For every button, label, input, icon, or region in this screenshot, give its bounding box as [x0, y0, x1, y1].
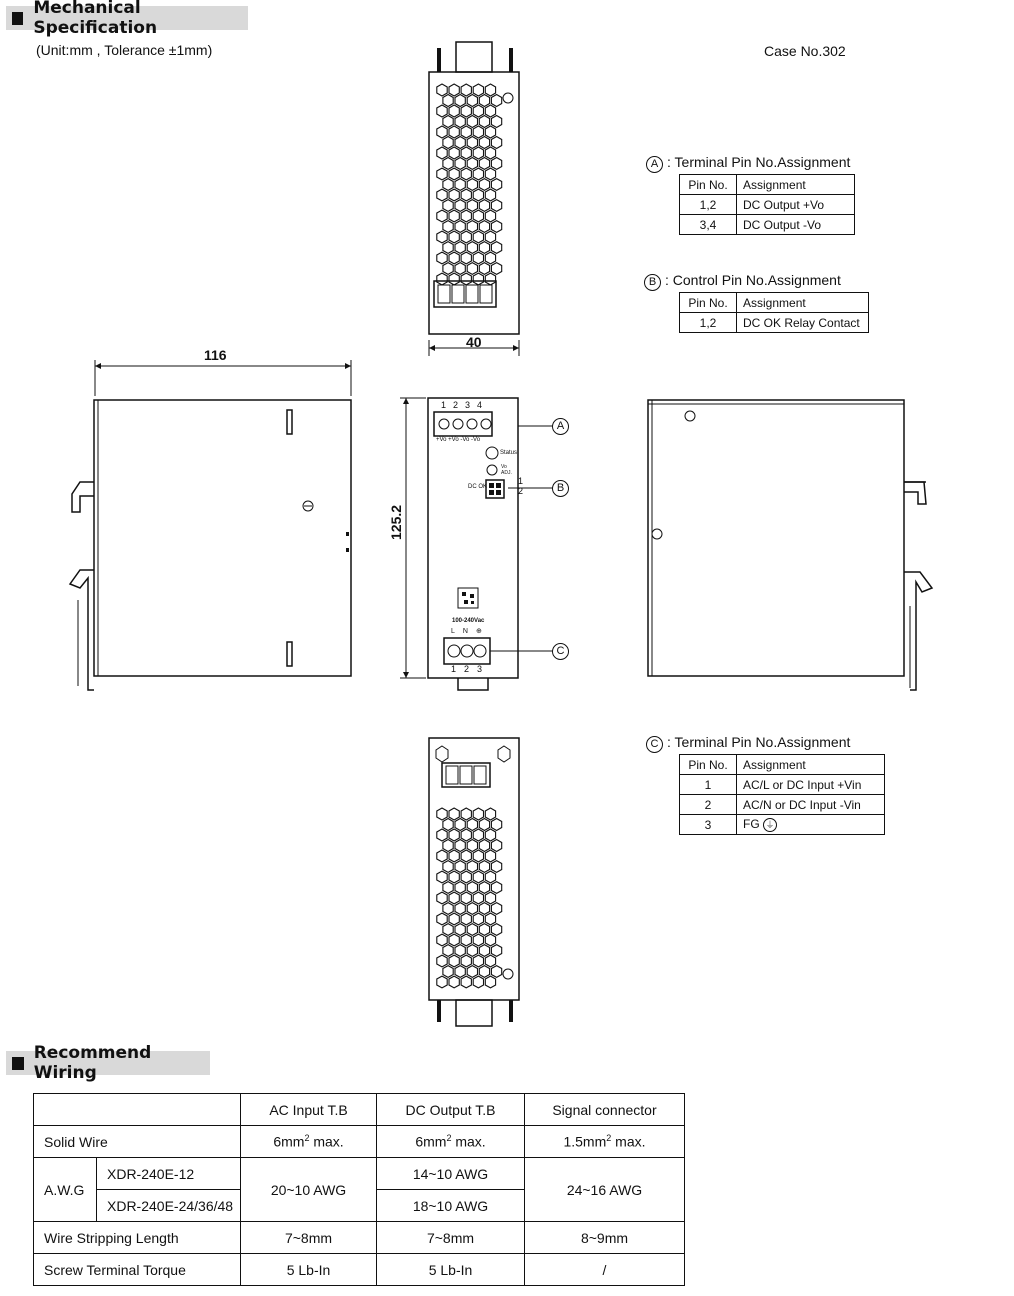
vent-hole: [461, 273, 471, 285]
vent-hole: [449, 105, 459, 117]
vent-hole: [467, 137, 477, 149]
vent-hole: [491, 966, 501, 978]
dc-ok-pin-1: 1: [518, 476, 524, 486]
vent-hole: [449, 808, 459, 820]
vent-hole: [479, 221, 489, 233]
vent-hole: [473, 126, 483, 138]
torque-ac: 5 Lb-In: [241, 1254, 377, 1286]
table-c-title: Terminal Pin No.Assignment: [674, 734, 851, 750]
vent-hole: [485, 168, 495, 180]
vent-hole: [443, 945, 453, 957]
bottom-view-drawing: [420, 730, 530, 1030]
vent-hole: [491, 882, 501, 894]
vent-hole: [467, 966, 477, 978]
vent-hole: [443, 179, 453, 191]
vent-hole: [461, 231, 471, 243]
marker-c-icon: C: [646, 736, 663, 753]
vent-hole: [467, 95, 477, 107]
table-c-row3-pin: 3: [680, 815, 737, 835]
table-c-header-pin: Pin No.: [680, 755, 737, 775]
vent-hole: [485, 189, 495, 201]
table-a-row1-assign: DC Output +Vo: [737, 195, 855, 215]
vent-hole: [443, 200, 453, 212]
vent-hole: [461, 189, 471, 201]
vent-hole: [443, 95, 453, 107]
vent-hole: [473, 871, 483, 883]
vent-hole: [437, 955, 447, 967]
vent-hole: [479, 840, 489, 852]
table-a: [679, 174, 855, 235]
table-a-header-assign: Assignment: [737, 175, 855, 195]
vent-hole: [449, 850, 459, 862]
vent-hole: [437, 913, 447, 925]
status-label: Status: [500, 450, 518, 456]
vent-hole: [449, 210, 459, 222]
vent-hole: [455, 945, 465, 957]
vent-hole: [461, 210, 471, 222]
vent-hole: [449, 231, 459, 243]
input-voltage-label: 100-240Vac: [452, 618, 485, 624]
vent-hole: [479, 819, 489, 831]
vent-hole: [473, 976, 483, 988]
vent-hole: [443, 903, 453, 915]
vent-hole: [443, 242, 453, 254]
vent-hole: [473, 850, 483, 862]
input-label-l: L: [451, 628, 463, 635]
vent-hole: [473, 168, 483, 180]
vent-hole: [437, 252, 447, 264]
table-c-row3-text: FG: [743, 817, 760, 831]
vent-hole: [467, 116, 477, 128]
vent-hole: [437, 126, 447, 138]
vent-hole: [443, 137, 453, 149]
vent-hole: [437, 871, 447, 883]
vent-hole: [449, 871, 459, 883]
table-c-row2-assign: AC/N or DC Input -Vin: [737, 795, 885, 815]
vent-hole: [485, 808, 495, 820]
vent-hole: [479, 945, 489, 957]
vent-hole: [473, 913, 483, 925]
vent-hole: [467, 903, 477, 915]
vent-hole: [473, 808, 483, 820]
vent-hole: [479, 242, 489, 254]
vent-hole: [467, 221, 477, 233]
vent-hole: [449, 84, 459, 96]
side-view-right-drawing: [640, 392, 940, 694]
vent-hole: [479, 966, 489, 978]
table-c-row1-pin: 1: [680, 775, 737, 795]
vent-hole: [455, 861, 465, 873]
solid-wire-dc-suffix: max.: [451, 1133, 486, 1150]
vent-hole: [467, 924, 477, 936]
callout-c-icon: C: [552, 643, 569, 660]
side-view-left-drawing: [60, 356, 360, 696]
vent-hole: [491, 137, 501, 149]
vent-hole: [485, 273, 495, 285]
wiring-header-ac: AC Input T.B: [241, 1094, 377, 1126]
wiring-header-blank: [34, 1094, 241, 1126]
vent-hole: [455, 221, 465, 233]
dc-ok-pins: [518, 476, 523, 496]
vent-hole: [449, 892, 459, 904]
vent-hole: [437, 273, 447, 285]
solid-wire-ac-suffix: max.: [309, 1133, 344, 1150]
marker-b-icon: B: [644, 274, 661, 291]
table-a-row2-assign: DC Output -Vo: [737, 215, 855, 235]
table-b-title: Control Pin No.Assignment: [672, 272, 841, 288]
table-a-heading: A : Terminal Pin No.Assignment: [646, 154, 850, 173]
vent-hole: [491, 116, 501, 128]
vent-hole: [455, 903, 465, 915]
vent-hole: [491, 861, 501, 873]
table-c-heading: C : Terminal Pin No.Assignment: [646, 734, 850, 753]
top-pin-labels: +Vo +Vo -Vo -Vo: [436, 437, 481, 443]
vent-hole: [491, 158, 501, 170]
stripping-signal: 8~9mm: [525, 1222, 685, 1254]
vent-hole: [455, 924, 465, 936]
vent-hole: [479, 882, 489, 894]
vent-hole: [467, 179, 477, 191]
top-view-drawing: [420, 38, 530, 358]
vent-hole: [437, 976, 447, 988]
vent-hole: [491, 819, 501, 831]
vent-hole: [455, 95, 465, 107]
recommend-wiring-header: [6, 1043, 210, 1083]
dim-height-label: 125.2: [388, 504, 404, 540]
stripping-ac: 7~8mm: [241, 1222, 377, 1254]
vent-hole: [461, 105, 471, 117]
vent-hole: [473, 189, 483, 201]
torque-signal: /: [525, 1254, 685, 1286]
vent-hole: [437, 829, 447, 841]
mechanical-spec-title: Mechanical Specification: [33, 0, 158, 38]
vent-hole: [491, 924, 501, 936]
table-b-header-assign: Assignment: [737, 293, 869, 313]
vent-hole: [479, 903, 489, 915]
bottom-pin-3: 3: [477, 664, 491, 674]
vent-hole: [491, 903, 501, 915]
vent-hole: [455, 137, 465, 149]
table-c-row1-assign: AC/L or DC Input +Vin: [737, 775, 885, 795]
callout-b-icon: B: [552, 480, 569, 497]
vent-hole: [455, 116, 465, 128]
vent-hole: [455, 179, 465, 191]
vent-hole: [461, 892, 471, 904]
vent-hole: [491, 263, 501, 275]
vent-hole: [461, 850, 471, 862]
vent-hole: [455, 882, 465, 894]
vent-hole: [455, 158, 465, 170]
vent-hole: [491, 179, 501, 191]
vent-hole: [473, 147, 483, 159]
solid-wire-sig-suffix: max.: [611, 1133, 646, 1150]
vent-hole: [467, 861, 477, 873]
awg-dc-2: 18~10 AWG: [377, 1190, 525, 1222]
dc-ok-pin-2: 2: [518, 486, 524, 496]
top-pin-4: 4: [477, 400, 490, 410]
top-pin-numbers: [441, 400, 489, 410]
dim-depth-label: 40: [466, 334, 482, 350]
vent-hole: [473, 210, 483, 222]
vent-hole: [485, 231, 495, 243]
top-pin-2: 2: [453, 400, 466, 410]
awg-label: A.W.G: [34, 1158, 97, 1222]
vent-hole: [491, 95, 501, 107]
table-a-row1-pin: 1,2: [680, 195, 737, 215]
vent-hole: [437, 84, 447, 96]
vent-hole: [485, 892, 495, 904]
awg-dc-1: 14~10 AWG: [377, 1158, 525, 1190]
solid-wire-signal: $1.5mm^2$ max.: [525, 1126, 685, 1158]
vent-hole: [449, 126, 459, 138]
vent-hole: [485, 934, 495, 946]
vent-hole: [473, 892, 483, 904]
vent-hole: [491, 200, 501, 212]
header-square-icon: [12, 12, 23, 25]
vent-hole: [473, 252, 483, 264]
vent-hole: [455, 263, 465, 275]
vent-hole: [479, 924, 489, 936]
stripping-dc: 7~8mm: [377, 1222, 525, 1254]
vent-hole: [467, 200, 477, 212]
front-panel-drawing: [396, 392, 576, 694]
solid-wire-ac: $6mm^2$ max.: [241, 1126, 377, 1158]
callout-a-icon: A: [552, 418, 569, 435]
vent-hole: [455, 819, 465, 831]
vent-hole: [485, 976, 495, 988]
header-square-icon: [12, 1057, 24, 1070]
vent-hole: [437, 808, 447, 820]
vent-hole: [455, 840, 465, 852]
vent-hole: [449, 189, 459, 201]
vent-hole: [485, 147, 495, 159]
vent-hole: [467, 263, 477, 275]
vent-hole: [449, 934, 459, 946]
vent-hole: [461, 955, 471, 967]
wiring-header-dc: DC Output T.B: [377, 1094, 525, 1126]
vent-hole: [443, 966, 453, 978]
dc-ok-label: DC OK: [468, 484, 488, 490]
vent-hole: [455, 200, 465, 212]
top-pin-3: 3: [465, 400, 478, 410]
vent-hole: [437, 168, 447, 180]
vent-hole: [437, 231, 447, 243]
torque-label: Screw Terminal Torque: [34, 1254, 241, 1286]
awg-ac: 20~10 AWG: [241, 1158, 377, 1222]
vent-hole: [485, 210, 495, 222]
vent-hole: [443, 840, 453, 852]
vent-hole: [449, 913, 459, 925]
vent-hole: [437, 147, 447, 159]
table-c: [679, 754, 885, 835]
vent-hole: [443, 116, 453, 128]
vent-hole: [437, 850, 447, 862]
bottom-pin-2: 2: [464, 664, 478, 674]
vent-hole: [443, 221, 453, 233]
vent-hole: [461, 808, 471, 820]
vent-hole: [449, 955, 459, 967]
unit-note: (Unit:mm , Tolerance ±1mm): [36, 42, 213, 58]
vent-hole: [461, 934, 471, 946]
vent-hole: [461, 913, 471, 925]
vent-hole: [437, 210, 447, 222]
vent-hole: [449, 273, 459, 285]
mechanical-spec-header: [6, 0, 248, 38]
input-label-fg: ⊕: [475, 628, 490, 635]
vent-hole: [449, 829, 459, 841]
marker-a-icon: A: [646, 156, 663, 173]
solid-wire-sig-value: 1.5mm: [563, 1133, 607, 1150]
vent-hole: [443, 819, 453, 831]
vent-hole: [461, 976, 471, 988]
wiring-table: [33, 1093, 685, 1286]
vent-hole: [449, 976, 459, 988]
bottom-pin-numbers: [451, 664, 490, 674]
vent-hole: [449, 252, 459, 264]
vent-hole: [443, 882, 453, 894]
vent-hole: [479, 861, 489, 873]
awg-signal: 24~16 AWG: [525, 1158, 685, 1222]
vent-hole: [443, 861, 453, 873]
vent-hole: [461, 126, 471, 138]
vent-hole: [479, 200, 489, 212]
case-number: Case No.302: [764, 43, 846, 59]
awg-model-1: XDR-240E-12: [97, 1158, 241, 1190]
table-b-row1-pin: 1,2: [680, 313, 737, 333]
vent-hole: [443, 158, 453, 170]
vent-hole: [437, 105, 447, 117]
solid-wire-ac-value: 6mm: [273, 1133, 305, 1150]
vent-hole: [473, 84, 483, 96]
vent-hole: [461, 252, 471, 264]
vent-hole: [449, 168, 459, 180]
vent-hole: [467, 819, 477, 831]
vent-hole: [467, 882, 477, 894]
vent-hole: [467, 158, 477, 170]
awg-model-2: XDR-240E-24/36/48: [97, 1190, 241, 1222]
vent-hole: [485, 871, 495, 883]
vent-hole: [485, 850, 495, 862]
vent-hole: [449, 147, 459, 159]
stripping-label: Wire Stripping Length: [34, 1222, 241, 1254]
vent-hole: [485, 829, 495, 841]
table-c-header-assign: Assignment: [737, 755, 885, 775]
vent-hole: [485, 126, 495, 138]
vent-hole: [467, 242, 477, 254]
vent-hole: [461, 147, 471, 159]
table-b: [679, 292, 869, 333]
vent-hole: [473, 105, 483, 117]
table-c-row2-pin: 2: [680, 795, 737, 815]
vent-hole: [473, 829, 483, 841]
table-a-row2-pin: 3,4: [680, 215, 737, 235]
vent-hole: [461, 84, 471, 96]
bottom-pin-1: 1: [451, 664, 465, 674]
ground-symbol-icon: ⏚: [763, 818, 777, 832]
vent-hole: [467, 945, 477, 957]
vent-hole: [443, 263, 453, 275]
solid-wire-dc: $6mm^2$ max.: [377, 1126, 525, 1158]
table-b-row1-assign: DC OK Relay Contact: [737, 313, 869, 333]
vent-hole: [485, 105, 495, 117]
torque-dc: 5 Lb-In: [377, 1254, 525, 1286]
wiring-header-signal: Signal connector: [525, 1094, 685, 1126]
vent-hole: [491, 945, 501, 957]
vent-hole: [485, 955, 495, 967]
vent-hole: [485, 252, 495, 264]
vent-hole: [455, 966, 465, 978]
vent-hole: [461, 168, 471, 180]
dim-width-label: 116: [204, 347, 227, 363]
vent-hole: [491, 221, 501, 233]
vent-hole: [491, 242, 501, 254]
vent-hole: [485, 84, 495, 96]
input-label-n: N: [462, 628, 476, 635]
vent-hole: [479, 263, 489, 275]
table-b-header-pin: Pin No.: [680, 293, 737, 313]
solid-wire-label: Solid Wire: [34, 1126, 241, 1158]
table-a-header-pin: Pin No.: [680, 175, 737, 195]
vo-adj-label: Vo ADJ.: [501, 464, 512, 476]
vent-hole: [461, 871, 471, 883]
vent-hole: [479, 116, 489, 128]
vent-hole: [473, 231, 483, 243]
vent-hole: [485, 913, 495, 925]
vent-hole: [479, 137, 489, 149]
top-pin-1: 1: [441, 400, 454, 410]
vent-hole: [473, 934, 483, 946]
vent-hole: [473, 955, 483, 967]
table-c-row3-assign: [737, 815, 885, 835]
vent-hole: [479, 179, 489, 191]
vent-hole: [479, 158, 489, 170]
vent-hole: [443, 924, 453, 936]
vent-hole: [461, 829, 471, 841]
table-b-heading: B : Control Pin No.Assignment: [644, 272, 841, 291]
recommend-wiring-title: Recommend Wiring: [33, 1043, 152, 1083]
vent-hole: [479, 95, 489, 107]
vent-hole: [467, 840, 477, 852]
vent-hole: [437, 189, 447, 201]
vent-hole: [437, 892, 447, 904]
vent-hole: [473, 273, 483, 285]
vent-hole: [437, 934, 447, 946]
vent-hole: [455, 242, 465, 254]
vent-hole: [491, 840, 501, 852]
table-a-title: Terminal Pin No.Assignment: [674, 154, 851, 170]
input-pin-labels: [451, 627, 490, 635]
solid-wire-dc-value: 6mm: [415, 1133, 447, 1150]
